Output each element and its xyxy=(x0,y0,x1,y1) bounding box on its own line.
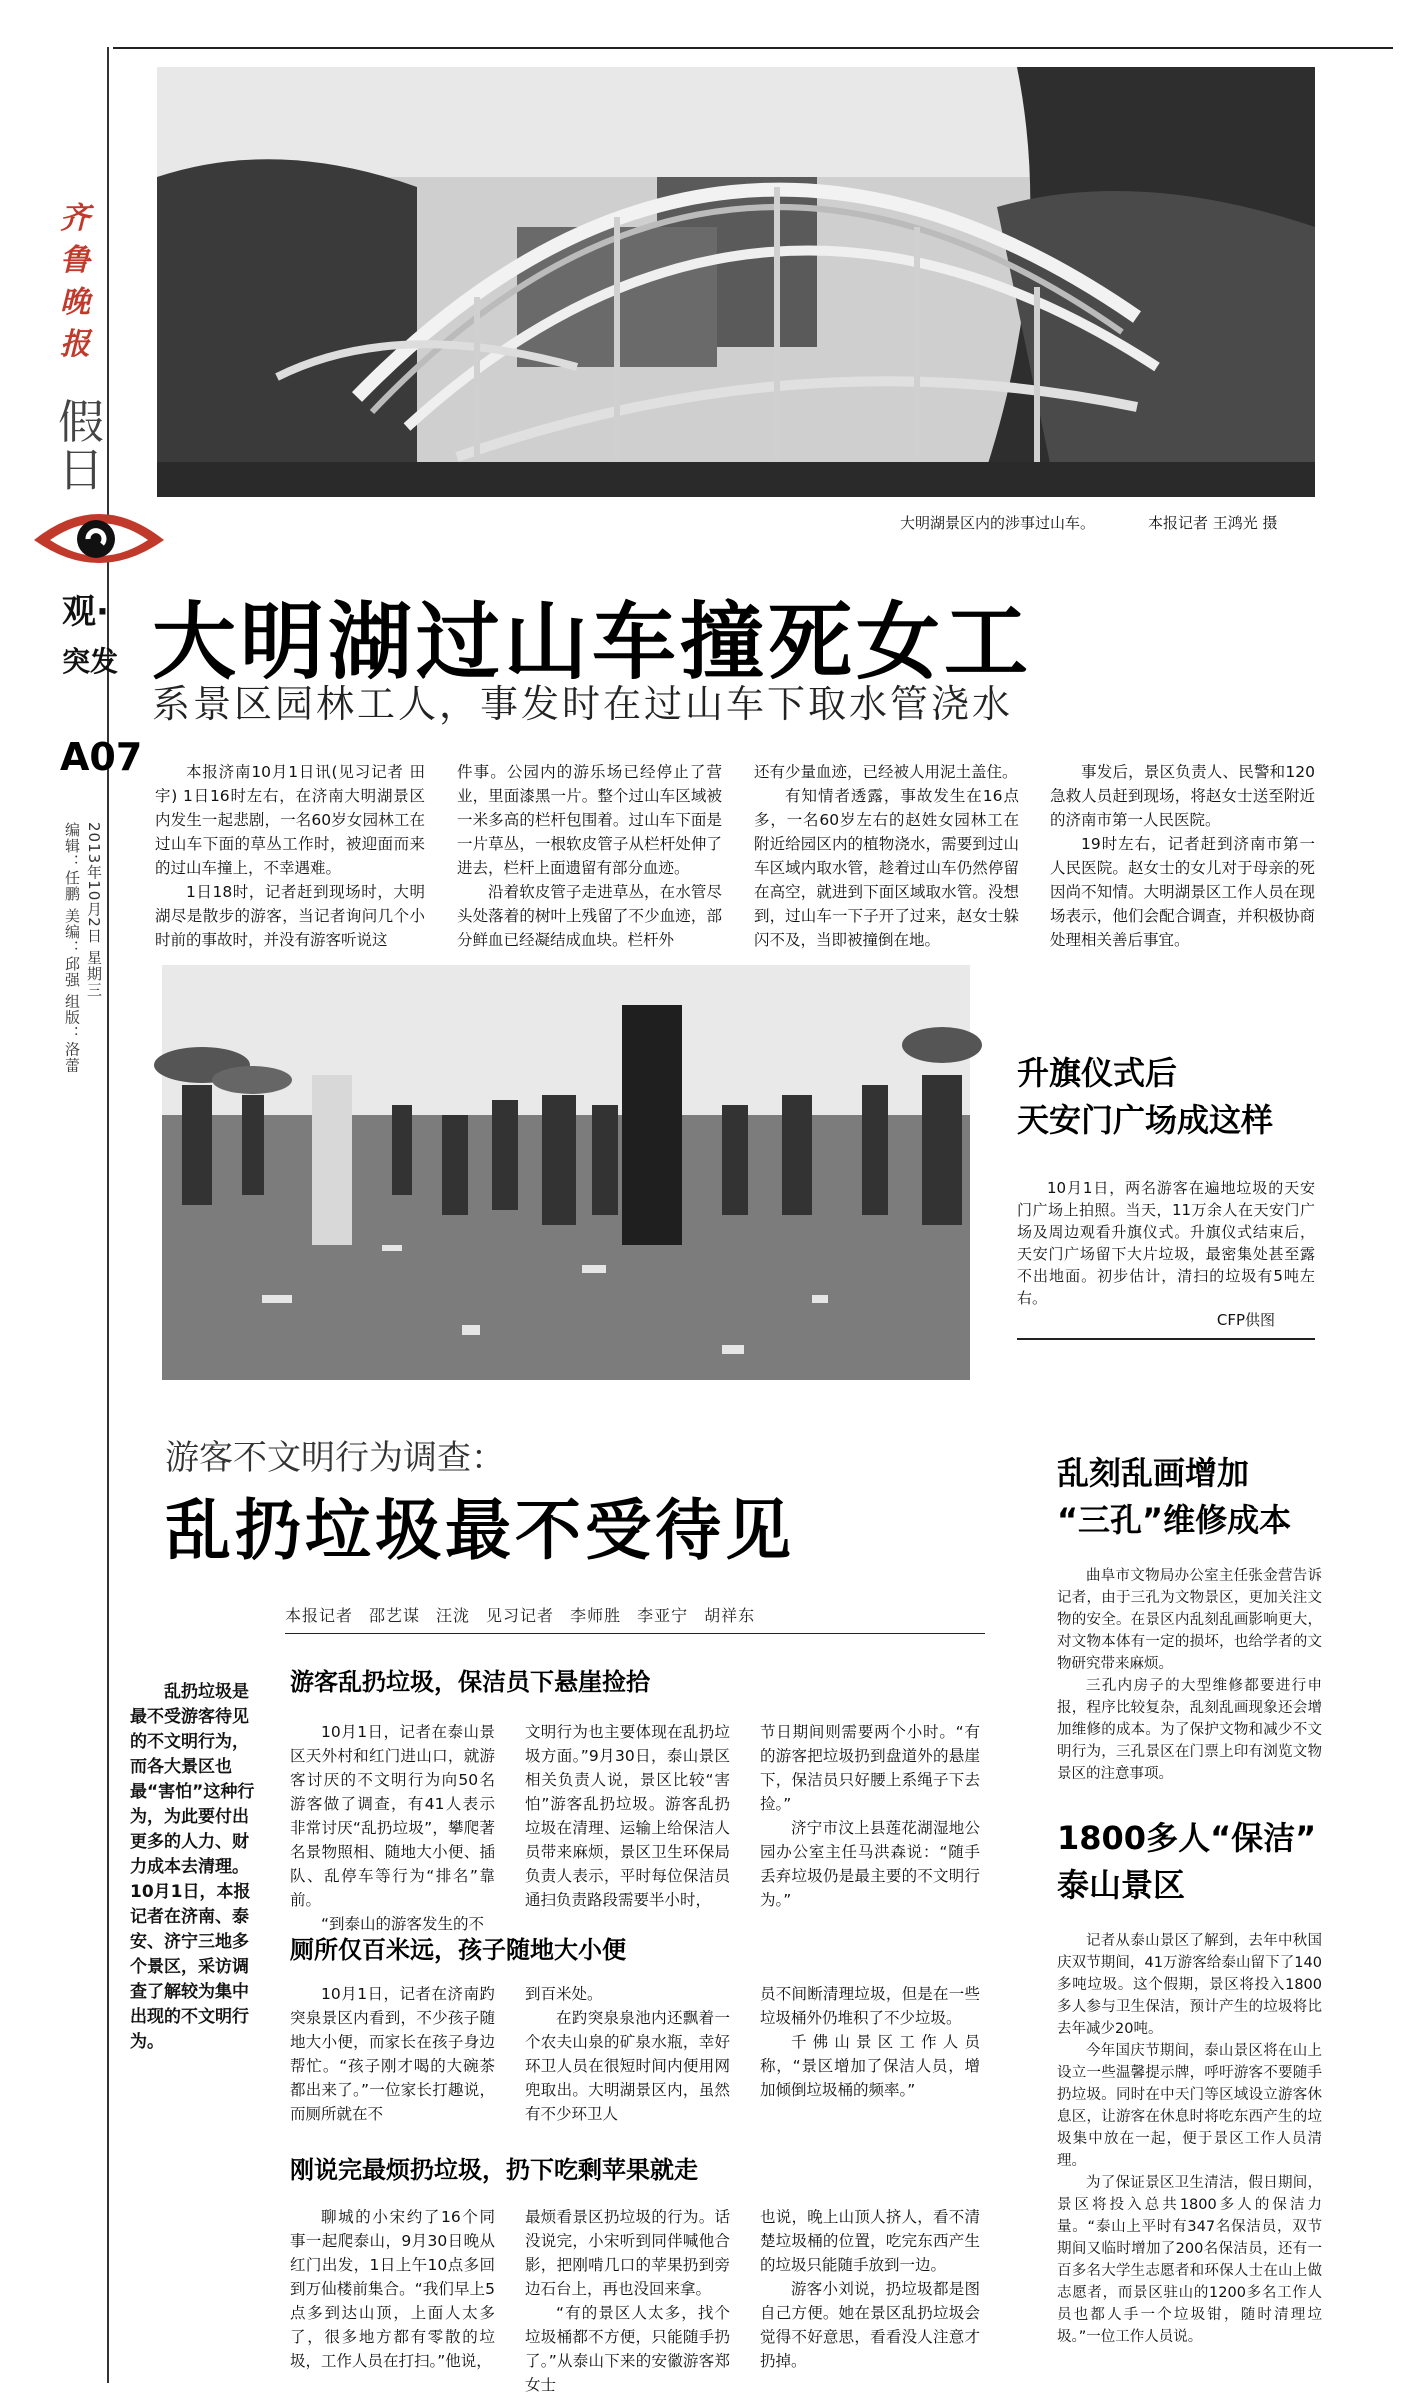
paragraph: 千佛山景区工作人员称，“景区增加了保洁人员，增加倾倒垃圾桶的频率。” xyxy=(760,2033,980,2099)
top-rule xyxy=(113,47,1393,49)
section-title-big: 假日 xyxy=(58,395,104,497)
lead-col-3 xyxy=(754,760,1019,952)
paper-name: 齐鲁晚报 xyxy=(60,201,90,362)
paragraph: 10月1日，记者在泰山景区天外村和红门进山口，就游客讨厌的不文明行为向50名游客做了调查，有41人表示非常讨厌“乱扔垃圾”，攀爬著名景物照相、随地大小便、插队、乱停车等行为“排名”靠前。 xyxy=(290,1723,495,1909)
byline-item: 胡祥东 xyxy=(704,1606,756,1625)
lead-col-2 xyxy=(457,760,722,952)
survey-headline: 乱扔垃圾最不受待见 xyxy=(165,1492,795,1569)
byline-item: 李亚宁 xyxy=(637,1606,689,1625)
byline-item: 李师胜 xyxy=(570,1606,622,1625)
top-photo xyxy=(157,67,1315,497)
lead-subheadline: 系景区园林工人，事发时在过山车下取水管浇水 xyxy=(152,682,1014,726)
survey-section-2-title: 厕所仅百米远，孩子随地大小便 xyxy=(290,1936,626,1964)
byline-item: 汪泷 xyxy=(436,1606,471,1625)
sanko-body xyxy=(1057,1565,1322,1785)
sec1-col-2 xyxy=(525,1720,730,1912)
tiananmen-credit: CFP供图 xyxy=(1216,1311,1275,1329)
roller-coaster-photo xyxy=(157,67,1315,497)
paragraph: 19时左右，记者赶到济南市第一人民医院。赵女士的女儿对于母亲的死因尚不知情。大明湖景区工作人员在现场表示，他们会配合调查，并积极协商处理相关善后事宜。 xyxy=(1050,835,1315,949)
top-photo-caption: 大明湖景区内的涉事过山车。 xyxy=(900,514,1096,532)
paragraph: 最烦看景区扔垃圾的行为。话没说完，小宋听到同伴喊他合影，把刚啃几口的苹果扔到旁边石台上，再也没回来拿。 xyxy=(525,2208,730,2298)
lead-col-4 xyxy=(1050,760,1315,952)
paragraph: 本报济南10月1日讯(见习记者 田宇) 1日16时左右，在济南大明湖景区内发生一起悲剧，一名60岁女园林工在过山车下面的草丛工作时，被迎面而来的过山车撞上，不幸遇难。 xyxy=(155,763,425,877)
taishan-title-2: 泰山景区 xyxy=(1057,1866,1186,1904)
tiananmen-title-2: 天安门广场成这样 xyxy=(1017,1101,1274,1139)
lead-headline: 大明湖过山车撞死女工 xyxy=(152,593,1033,691)
sec3-col-3 xyxy=(760,2205,980,2373)
paragraph: 游客小刘说，扔垃圾都是图自己方便。她在景区乱扔垃圾会觉得不好意思，看看没人注意才扔掉。 xyxy=(760,2280,980,2370)
tiananmen-title-1: 升旗仪式后 xyxy=(1017,1054,1178,1092)
lead-col-1 xyxy=(155,760,425,952)
paragraph: 济宁市汶上县莲花湖湿地公园办公室主任马洪森说：“随手丢弃垃圾仍是最主要的不文明行为。” xyxy=(760,1819,980,1909)
paragraph: 10月1日，两名游客在遍地垃圾的天安门广场上拍照。当天，11万余人在天安门广场及周边观看升旗仪式。升旗仪式结束后，天安门广场留下大片垃圾，最密集处甚至露不出地面。初步估计，清扫的垃圾有5吨左右。 xyxy=(1017,1179,1315,1307)
paragraph: 员不间断清理垃圾，但是在一些垃圾桶外仍堆积了不少垃圾。 xyxy=(760,1985,980,2027)
byline-item: 见习记者 xyxy=(486,1606,555,1625)
paragraph: 三孔内房子的大型维修都要进行申报，程序比较复杂，乱刻乱画现象还会增加维修的成本。为了保护文物和减少不文明行为，三孔景区在门票上印有浏览文物景区的注意事项。 xyxy=(1057,1678,1322,1782)
paper-logo xyxy=(54,198,96,366)
paragraph: “有的景区人太多，找个垃圾桶都不方便，只能随手扔了。”从泰山下来的安徽游客郑女士 xyxy=(525,2304,730,2394)
sanko-title-2: “三孔”维修成本 xyxy=(1057,1501,1292,1539)
sec1-col-3 xyxy=(760,1720,980,1912)
tiananmen-photo xyxy=(162,965,970,1380)
survey-byline xyxy=(285,1603,755,1626)
taishan-title-1: 1800多人“保洁” xyxy=(1057,1819,1317,1857)
sanko-title-1: 乱刻乱画增加 xyxy=(1057,1454,1250,1492)
paragraph: 文明行为也主要体现在乱扔垃圾方面。”9月30日，泰山景区相关负责人说，景区比较“害怕”游客乱扔垃圾。游客乱扔垃圾在清理、运输上给保洁人员带来麻烦，景区卫生环保局负责人表示，平时每位保洁员通扫负责路段需要半小时， xyxy=(525,1723,730,1909)
divider xyxy=(1017,1338,1315,1340)
paragraph: 为了保证景区卫生清洁，假日期间，景区将投入总共1800多人的保洁力量。“泰山上平时有347名保洁员，双节期间又临时增加了200名保洁员，还有一百多名大学生志愿者和环保人士在山上做志愿者，而景区驻山的1200多名工作人员也都人手一个垃圾钳，随时清理垃圾。”一位工作人员说。 xyxy=(1057,2175,1322,2345)
page-number: A07 xyxy=(60,735,143,779)
survey-kicker: 游客不文明行为调查： xyxy=(165,1438,505,1478)
sec2-col-2 xyxy=(525,1982,730,2126)
survey-intro: 乱扔垃圾是最不受游客待见的不文明行为，而各大景区也最“害怕”这种行为，为此要付出更多的人力、财力成本去清理。10月1日，本报记者在济南、泰安、济宁三地多个景区，采访调查了解较为集中出现的不文明行为。 xyxy=(130,1682,255,2052)
paragraph: 聊城的小宋约了16个同事一起爬泰山，9月30日晚从红门出发，1日上午10点多回到万仙楼前集合。“我们早上5点多到达山顶，上面人太多了，很多地方都有零散的垃圾，工作人员在打扫。”他说， xyxy=(290,2208,495,2370)
sec2-col-3 xyxy=(760,1982,980,2102)
left-rule xyxy=(107,47,109,2383)
paragraph: 到百米处。 xyxy=(525,1985,603,2003)
paragraph: 也说，晚上山顶人挤人，看不清楚垃圾桶的位置，吃完东西产生的垃圾只能随手放到一边。 xyxy=(760,2208,980,2274)
tiananmen-body xyxy=(1017,1177,1315,1331)
paragraph: 今年国庆节期间，泰山景区将在山上设立一些温馨提示牌，呼吁游客不要随手扔垃圾。同时在中天门等区域设立游客休息区，让游客在休息时将吃东西产生的垃圾集中放在一起，便于景区工作人员清理。 xyxy=(1057,2043,1322,2169)
survey-section-1-title: 游客乱扔垃圾，保洁员下悬崖捡拾 xyxy=(290,1668,650,1696)
date-line: 2013年10月2日 星期三 xyxy=(85,822,103,998)
taishan-body xyxy=(1057,1930,1322,2348)
top-photo-credit: 本报记者 王鸿光 摄 xyxy=(1148,514,1278,532)
paragraph: 还有少量血迹，已经被人用泥土盖住。 xyxy=(754,763,1018,781)
eye-icon xyxy=(30,502,168,572)
section-title-mid: 观· xyxy=(62,592,109,632)
paragraph: 沿着软皮管子走进草丛，在水管尽头处落着的树叶上残留了不少血迹，部分鲜血已经凝结成血块。栏杆外 xyxy=(457,883,722,949)
paragraph: 曲阜市文物局办公室主任张金营告诉记者，由于三孔为文物景区，更加关注文物的安全。在景区内乱刻乱画影响更大，对文物本体有一定的损坏，也给学者的文物研究带来麻烦。 xyxy=(1057,1568,1322,1672)
byline-item: 邵艺谋 xyxy=(369,1606,421,1625)
paragraph: 有知情者透露，事故发生在16点多，一名60岁左右的赵姓女园林工在附近给园区内的植物浇水，需要到过山车区域内取水管，趁着过山车仍然停留在高空，就进到下面区域取水管。没想到，过山车一下子开了过来，赵女士躲闪不及，当即被撞倒在地。 xyxy=(754,787,1019,949)
paragraph: 1日18时，记者赶到现场时，大明湖尽是散步的游客，当记者询问几个小时前的事故时，并没有游客听说这 xyxy=(155,883,425,949)
section-title-small: 突发 xyxy=(62,645,119,678)
paragraph: 10月1日，记者在济南趵突泉景区内看到，不少孩子随地大小便，而家长在孩子身边帮忙。“孩子刚才喝的大碗茶都出来了。”一位家长打趣说，而厕所就在不 xyxy=(290,1985,495,2123)
sec2-col-1 xyxy=(290,1982,495,2126)
sec3-col-1 xyxy=(290,2205,495,2373)
paragraph: “到泰山的游客发生的不 xyxy=(321,1915,485,1933)
sec3-col-2 xyxy=(525,2205,730,2397)
byline-item: 本报记者 xyxy=(285,1606,354,1625)
paragraph: 节日期间则需要两个小时。“有的游客把垃圾扔到盘道外的悬崖下，保洁员只好腰上系绳子下去捡。” xyxy=(760,1723,980,1813)
paragraph: 在趵突泉泉池内还飘着一个农夫山泉的矿泉水瓶，幸好环卫人员在很短时间内便用网兜取出。大明湖景区内，虽然有不少环卫人 xyxy=(525,2009,730,2123)
sec1-col-1 xyxy=(290,1720,495,1936)
editor-line: 编辑：任鹏 美编：邱强 组版：洛蕾 xyxy=(63,822,81,1074)
tiananmen-square-photo xyxy=(162,965,970,1380)
survey-section-3-title: 刚说完最烦扔垃圾，扔下吃剩苹果就走 xyxy=(290,2156,698,2184)
paragraph: 记者从泰山景区了解到，去年中秋国庆双节期间，41万游客给泰山留下了140多吨垃圾。这个假期，景区将投入1800多人参与卫生保洁，预计产生的垃圾将比去年减少20吨。 xyxy=(1057,1933,1322,2037)
divider xyxy=(285,1633,985,1634)
paragraph: 件事。公园内的游乐场已经停止了营业，里面漆黑一片。整个过山车区域被一米多高的栏杆包围着。过山车下面是一片草丛，一根软皮管子从栏杆处伸了进去，栏杆上面遗留有部分血迹。 xyxy=(457,763,722,877)
paragraph: 事发后，景区负责人、民警和120急救人员赶到现场，将赵女士送至附近的济南市第一人民医院。 xyxy=(1050,763,1315,829)
